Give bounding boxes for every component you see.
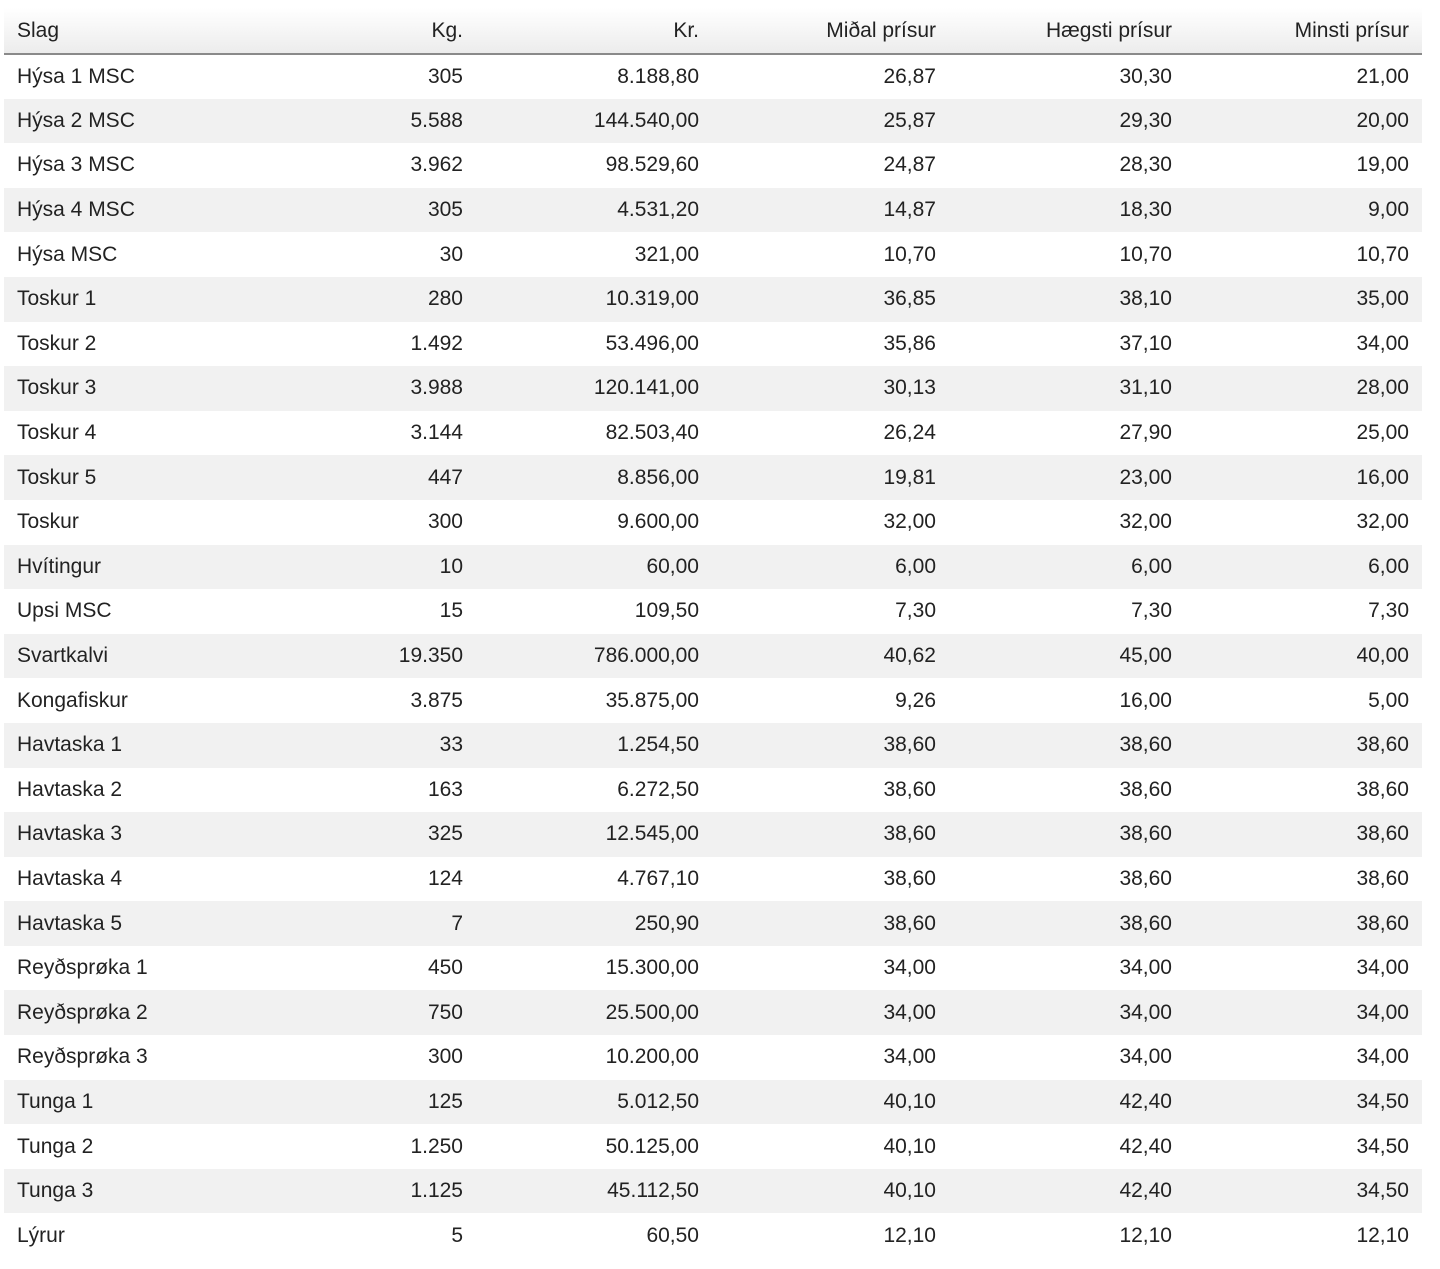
- kr-cell: 5.012,50: [476, 1080, 712, 1125]
- midal-prisur-cell: 36,85: [712, 277, 949, 322]
- haegsti-prisur-cell: 16,00: [1119, 688, 1172, 712]
- table-row: [4, 589, 1422, 634]
- haegsti-prisur-cell: 38,60: [1119, 866, 1172, 890]
- midal-prisur-cell: 24,87: [883, 153, 936, 177]
- kr-cell: 60,00: [476, 545, 712, 590]
- midal-prisur-cell: 34,00: [883, 956, 936, 980]
- table-row: [4, 678, 1422, 723]
- haegsti-prisur-cell: 38,60: [949, 812, 1185, 857]
- kr-cell: 8.188,80: [617, 64, 699, 88]
- kg-cell: 15: [439, 599, 463, 623]
- haegsti-prisur-cell: 6,00: [949, 545, 1185, 590]
- midal-prisur-cell: 38,60: [712, 723, 949, 768]
- midal-prisur-cell: 14,87: [712, 188, 949, 233]
- kg-cell: 5.588: [244, 99, 476, 144]
- midal-prisur-cell: 34,00: [712, 990, 949, 1035]
- slag-cell: Hýsa 3 MSC: [17, 153, 135, 177]
- kg-cell: 10: [244, 545, 476, 590]
- kg-cell: 3.962: [410, 153, 463, 177]
- haegsti-prisur-cell: 7,30: [1131, 599, 1172, 623]
- price-table: [4, 8, 1422, 1258]
- table-row: [4, 232, 1422, 277]
- table-row: [4, 545, 1422, 590]
- kg-cell: 124: [427, 866, 463, 890]
- kr-cell: 8.856,00: [476, 455, 712, 500]
- kr-cell: 109,50: [634, 599, 699, 623]
- minsti-prisur-cell: 40,00: [1185, 634, 1422, 679]
- kg-cell: 5: [451, 1223, 463, 1247]
- haegsti-prisur-cell: 34,00: [949, 990, 1185, 1035]
- kr-cell: 10.319,00: [476, 277, 712, 322]
- midal-prisur-cell: 38,60: [883, 866, 936, 890]
- minsti-prisur-cell: 6,00: [1185, 545, 1422, 590]
- price-table-container: [4, 8, 1422, 1258]
- haegsti-prisur-cell: 10,70: [1119, 242, 1172, 266]
- kg-cell: 33: [244, 723, 476, 768]
- haegsti-prisur-cell: 31,10: [949, 366, 1185, 411]
- haegsti-prisur-cell: 42,40: [1119, 1134, 1172, 1158]
- kr-cell: 4.767,10: [617, 866, 699, 890]
- minsti-prisur-cell: 38,60: [1356, 866, 1409, 890]
- minsti-prisur-cell: 7,30: [1368, 599, 1409, 623]
- table-row: [4, 99, 1422, 144]
- kr-cell: 60,50: [646, 1223, 699, 1247]
- slag-cell: Havtaska 3: [4, 812, 244, 857]
- minsti-prisur-cell: 21,00: [1356, 64, 1409, 88]
- minsti-prisur-cell: 20,00: [1185, 99, 1422, 144]
- midal-prisur-cell: 34,00: [883, 1045, 936, 1069]
- haegsti-prisur-cell: 42,40: [949, 1169, 1185, 1214]
- minsti-prisur-cell: 16,00: [1185, 455, 1422, 500]
- haegsti-prisur-cell: 29,30: [949, 99, 1185, 144]
- midal-prisur-cell: 38,60: [712, 901, 949, 946]
- midal-prisur-cell: 32,00: [883, 510, 936, 534]
- header-row: [4, 8, 1422, 54]
- kr-cell: 53.496,00: [605, 331, 699, 355]
- haegsti-prisur-cell: 30,30: [1119, 64, 1172, 88]
- slag-cell: Toskur 1: [4, 277, 244, 322]
- table-row: [4, 634, 1422, 679]
- slag-cell: Havtaska 2: [17, 777, 123, 801]
- kr-cell: 120.141,00: [476, 366, 712, 411]
- kg-cell: 3.988: [244, 366, 476, 411]
- haegsti-prisur-cell: 18,30: [949, 188, 1185, 233]
- column-header-midal-prisur[interactable]: Miðal prísur: [712, 8, 949, 54]
- kr-cell: 321,00: [634, 242, 699, 266]
- table-row: [4, 1124, 1422, 1169]
- midal-prisur-cell: 6,00: [712, 545, 949, 590]
- midal-prisur-cell: 26,24: [883, 421, 936, 445]
- slag-cell: Kongafiskur: [17, 688, 128, 712]
- table-row: [4, 455, 1422, 500]
- table-row: [4, 411, 1422, 456]
- table-row: [4, 812, 1422, 857]
- midal-prisur-cell: 38,60: [712, 812, 949, 857]
- minsti-prisur-cell: 9,00: [1185, 188, 1422, 233]
- slag-cell: Reyðsprøka 1: [17, 956, 148, 980]
- kg-cell: 300: [427, 510, 463, 534]
- haegsti-prisur-cell: 38,10: [949, 277, 1185, 322]
- slag-cell: Reyðsprøka 2: [4, 990, 244, 1035]
- slag-cell: Hvítingur: [4, 545, 244, 590]
- slag-cell: Havtaska 5: [4, 901, 244, 946]
- kg-cell: 1.250: [410, 1134, 463, 1158]
- kr-cell: 45.112,50: [476, 1169, 712, 1214]
- slag-cell: Hýsa 4 MSC: [4, 188, 244, 233]
- haegsti-prisur-cell: 23,00: [949, 455, 1185, 500]
- table-row: [4, 768, 1422, 813]
- kg-cell: 3.144: [410, 421, 463, 445]
- haegsti-prisur-cell: 38,60: [949, 723, 1185, 768]
- haegsti-prisur-cell: 37,10: [1119, 331, 1172, 355]
- minsti-prisur-cell: 35,00: [1185, 277, 1422, 322]
- midal-prisur-cell: 26,87: [883, 64, 936, 88]
- slag-cell: Upsi MSC: [17, 599, 112, 623]
- kr-cell: 50.125,00: [605, 1134, 699, 1158]
- table-row: [4, 901, 1422, 946]
- minsti-prisur-cell: 25,00: [1356, 421, 1409, 445]
- kg-cell: 280: [244, 277, 476, 322]
- table-row: [4, 1213, 1422, 1258]
- kg-cell: 447: [244, 455, 476, 500]
- minsti-prisur-cell: 5,00: [1368, 688, 1409, 712]
- haegsti-prisur-cell: 27,90: [1119, 421, 1172, 445]
- table-row: [4, 322, 1422, 367]
- slag-cell: Hýsa 2 MSC: [4, 99, 244, 144]
- kr-cell: 12.545,00: [476, 812, 712, 857]
- midal-prisur-cell: 40,10: [883, 1134, 936, 1158]
- table-row: [4, 277, 1422, 322]
- slag-cell: Toskur 2: [17, 331, 97, 355]
- table-row: [4, 946, 1422, 991]
- table-row: [4, 1035, 1422, 1080]
- kg-cell: 750: [244, 990, 476, 1035]
- kr-cell: 144.540,00: [476, 99, 712, 144]
- midal-prisur-cell: 10,70: [883, 242, 936, 266]
- column-header-kg[interactable]: Kg.: [244, 8, 476, 54]
- slag-cell: Hýsa 1 MSC: [17, 64, 135, 88]
- minsti-prisur-cell: 34,00: [1356, 956, 1409, 980]
- slag-cell: Toskur 5: [4, 455, 244, 500]
- kr-cell: 1.254,50: [476, 723, 712, 768]
- kg-cell: 325: [244, 812, 476, 857]
- kg-cell: 300: [427, 1045, 463, 1069]
- kr-cell: 786.000,00: [476, 634, 712, 679]
- table-row: [4, 143, 1422, 188]
- kg-cell: 19.350: [244, 634, 476, 679]
- slag-cell: Lýrur: [17, 1223, 65, 1247]
- kr-cell: 15.300,00: [605, 956, 699, 980]
- kr-cell: 10.200,00: [605, 1045, 699, 1069]
- kg-cell: 1.492: [410, 331, 463, 355]
- haegsti-prisur-cell: 12,10: [1119, 1223, 1172, 1247]
- table-row: [4, 500, 1422, 545]
- minsti-prisur-cell: 34,00: [1356, 331, 1409, 355]
- minsti-prisur-cell: 19,00: [1356, 153, 1409, 177]
- midal-prisur-cell: 9,26: [895, 688, 936, 712]
- slag-cell: Toskur 3: [4, 366, 244, 411]
- kg-cell: 1.125: [244, 1169, 476, 1214]
- column-header-kr[interactable]: Kr.: [476, 8, 712, 54]
- table-row: [4, 54, 1422, 99]
- kr-cell: 250,90: [476, 901, 712, 946]
- haegsti-prisur-cell: 38,60: [1119, 777, 1172, 801]
- midal-prisur-cell: 7,30: [895, 599, 936, 623]
- kr-cell: 98.529,60: [605, 153, 699, 177]
- slag-cell: Havtaska 1: [4, 723, 244, 768]
- haegsti-prisur-cell: 45,00: [949, 634, 1185, 679]
- minsti-prisur-cell: 38,60: [1185, 812, 1422, 857]
- kr-cell: 6.272,50: [617, 777, 699, 801]
- column-header-slag[interactable]: Slag: [4, 8, 244, 54]
- minsti-prisur-cell: 32,00: [1356, 510, 1409, 534]
- table-body: [4, 54, 1422, 1258]
- slag-cell: Tunga 1: [4, 1080, 244, 1125]
- table-row: [4, 366, 1422, 411]
- kr-cell: 35.875,00: [605, 688, 699, 712]
- minsti-prisur-cell: 38,60: [1185, 901, 1422, 946]
- midal-prisur-cell: 25,87: [712, 99, 949, 144]
- kr-cell: 82.503,40: [605, 421, 699, 445]
- minsti-prisur-cell: 28,00: [1185, 366, 1422, 411]
- haegsti-prisur-cell: 34,00: [1119, 1045, 1172, 1069]
- column-header-minsti-prisur[interactable]: Minsti prísur: [1185, 8, 1422, 54]
- minsti-prisur-cell: 12,10: [1356, 1223, 1409, 1247]
- table-row: [4, 990, 1422, 1035]
- kg-cell: 305: [427, 64, 463, 88]
- table-header: [4, 8, 1422, 54]
- kr-cell: 25.500,00: [476, 990, 712, 1035]
- midal-prisur-cell: 19,81: [712, 455, 949, 500]
- minsti-prisur-cell: 34,50: [1185, 1169, 1422, 1214]
- slag-cell: Reyðsprøka 3: [17, 1045, 148, 1069]
- slag-cell: Havtaska 4: [17, 866, 123, 890]
- kg-cell: 305: [244, 188, 476, 233]
- midal-prisur-cell: 38,60: [883, 777, 936, 801]
- midal-prisur-cell: 40,10: [712, 1080, 949, 1125]
- kg-cell: 3.875: [410, 688, 463, 712]
- minsti-prisur-cell: 38,60: [1356, 777, 1409, 801]
- midal-prisur-cell: 40,62: [712, 634, 949, 679]
- slag-cell: Tunga 3: [4, 1169, 244, 1214]
- column-header-haegsti-prisur[interactable]: Hægsti prísur: [949, 8, 1185, 54]
- table-row: [4, 723, 1422, 768]
- minsti-prisur-cell: 10,70: [1356, 242, 1409, 266]
- haegsti-prisur-cell: 32,00: [1119, 510, 1172, 534]
- midal-prisur-cell: 30,13: [712, 366, 949, 411]
- minsti-prisur-cell: 34,50: [1185, 1080, 1422, 1125]
- table-row: [4, 188, 1422, 233]
- haegsti-prisur-cell: 28,30: [1119, 153, 1172, 177]
- midal-prisur-cell: 35,86: [883, 331, 936, 355]
- haegsti-prisur-cell: 42,40: [949, 1080, 1185, 1125]
- kg-cell: 163: [427, 777, 463, 801]
- kg-cell: 30: [439, 242, 463, 266]
- table-row: [4, 1169, 1422, 1214]
- table-row: [4, 857, 1422, 902]
- slag-cell: Toskur 4: [17, 421, 97, 445]
- kg-cell: 7: [244, 901, 476, 946]
- minsti-prisur-cell: 34,00: [1185, 990, 1422, 1035]
- kr-cell: 4.531,20: [476, 188, 712, 233]
- slag-cell: Hýsa MSC: [17, 242, 118, 266]
- kg-cell: 125: [244, 1080, 476, 1125]
- midal-prisur-cell: 12,10: [883, 1223, 936, 1247]
- slag-cell: Toskur: [17, 510, 79, 534]
- slag-cell: Tunga 2: [17, 1134, 94, 1158]
- haegsti-prisur-cell: 38,60: [949, 901, 1185, 946]
- haegsti-prisur-cell: 34,00: [1119, 956, 1172, 980]
- kr-cell: 9.600,00: [617, 510, 699, 534]
- kg-cell: 450: [427, 956, 463, 980]
- minsti-prisur-cell: 34,50: [1356, 1134, 1409, 1158]
- minsti-prisur-cell: 38,60: [1185, 723, 1422, 768]
- midal-prisur-cell: 40,10: [712, 1169, 949, 1214]
- minsti-prisur-cell: 34,00: [1356, 1045, 1409, 1069]
- slag-cell: Svartkalvi: [4, 634, 244, 679]
- table-row: [4, 1080, 1422, 1125]
